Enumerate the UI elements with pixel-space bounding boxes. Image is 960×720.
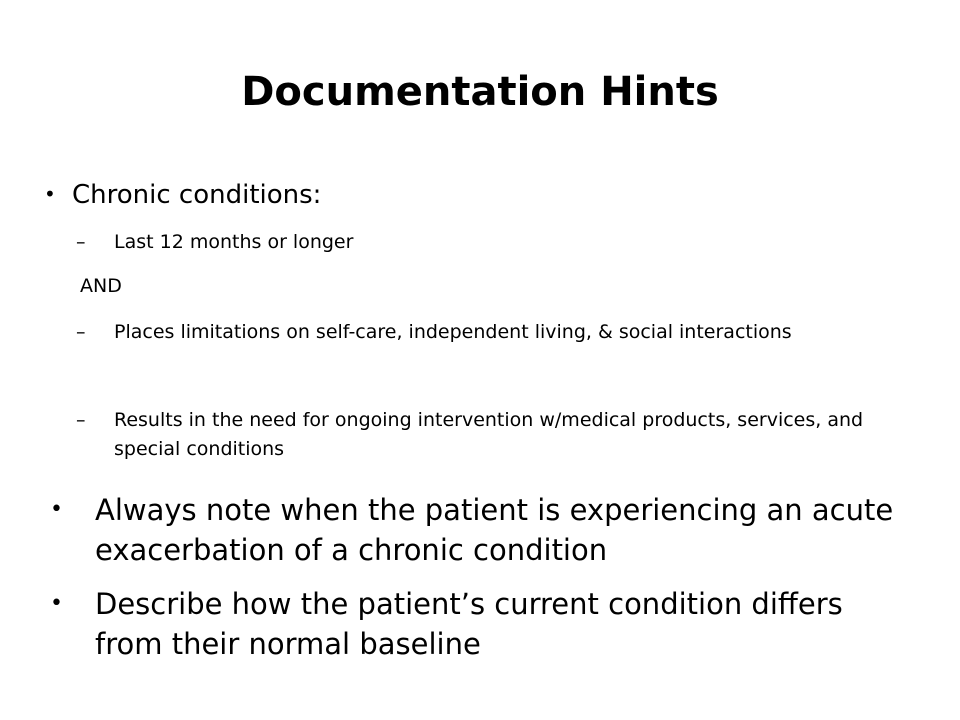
bullet-text: Always note when the patient is experiencing an acute exacerbation of a chronic condition <box>95 493 894 567</box>
bullet-chronic-conditions: • Chronic conditions: <box>44 180 322 210</box>
and-connector: AND <box>80 275 122 297</box>
sub-item-limitations <box>76 318 792 347</box>
slide-title: Documentation Hints <box>241 69 719 115</box>
bullet-label: Chronic conditions: <box>72 180 322 210</box>
dash-icon: – <box>76 321 86 343</box>
sub-item-text: Results in the need for ongoing intervention w/medical products, services, and special conditions <box>114 409 864 460</box>
dash-icon: – <box>76 409 86 431</box>
bullet-text: Describe how the patient’s current condition differs from their normal baseline <box>95 587 843 661</box>
sub-item-text: Last 12 months or longer <box>114 231 354 253</box>
sub-item-duration <box>76 228 354 257</box>
bullet-dot-icon: • <box>50 591 63 616</box>
sub-item-intervention <box>76 406 864 460</box>
sub-item-text: Places limitations on self-care, independent living, & social interactions <box>114 321 792 343</box>
bullet-dot-icon: • <box>50 497 63 522</box>
dash-icon: – <box>76 231 86 253</box>
